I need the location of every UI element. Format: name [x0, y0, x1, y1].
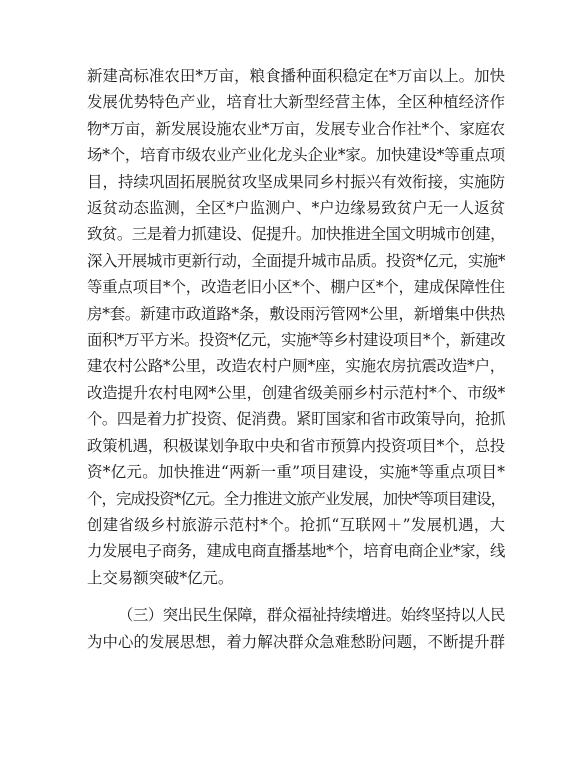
text-line: 深入开展城市更新行动，全面提升城市品质。投资*亿元，实施* [87, 251, 505, 270]
text-line: 个。四是着力扩投资、促消费。紧盯国家和省市政策导向，抢抓 [87, 410, 506, 429]
text-line: 返贫动态监测，全区*户监测户、*户边缘易致贫户无一人返贫 [87, 199, 505, 218]
text-line: 改造提升农村电网*公里，创建省级美丽乡村示范村*个、市级* [87, 383, 506, 402]
paragraph-rural-and-urban-development [87, 63, 505, 591]
text-line: 创建省级乡村旅游示范村*个。抢抓“互联网＋”发展机遇，大 [87, 515, 505, 534]
text-line: 物*万亩，新发展设施农业*万亩，发展专业合作社*个、家庭农 [87, 119, 506, 138]
text-line: 目，持续巩固拓展脱贫攻坚成果同乡村振兴有效衔接，实施防 [87, 172, 505, 191]
text-line: 房*套。新建市政道路*条，敷设雨污管网*公里，新增集中供热 [87, 304, 506, 323]
section-heading-line: （三）突出民生保障，群众福祉持续增进。始终坚持以人民 [118, 606, 505, 625]
text-line: 为中心的发展思想，着力解决群众急难愁盼问题，不断提升群 [87, 632, 505, 651]
text-line: 面积*万平方米。投资*亿元，实施*等乡村建设项目*个，新建改 [87, 331, 506, 350]
text-line: 力发展电子商务，建成电商直播基地*个，培育电商企业*家，线 [87, 542, 505, 561]
text-line: 资*亿元。加快推进“两新一重”项目建设，实施*等重点项目* [87, 463, 505, 482]
text-line: 上交易额突破*亿元。 [87, 568, 234, 587]
paragraph-livelihood-section [87, 602, 505, 655]
text-line: 等重点项目*个，改造老旧小区*个、棚户区*个，建成保障性住 [87, 278, 506, 297]
text-line: 场*个，培育市级农业产业化龙头企业*家。加快建设*等重点项 [87, 146, 506, 165]
text-line: 政策机遇，积极谋划争取中央和省市预算内投资项目*个，总投 [87, 436, 505, 455]
text-line: 个，完成投资*亿元。全力推进文旅产业发展，加快*等项目建设， [87, 489, 506, 508]
text-line: 建农村公路*公里，改造农村户厕*座，实施农房抗震改造*户， [87, 357, 506, 376]
text-line: 发展优势特色产业，培育壮大新型经营主体，全区种植经济作 [87, 93, 505, 112]
document-body [87, 63, 505, 655]
text-line: 致贫。三是着力抓建设、促提升。加快推进全国文明城市创建， [87, 225, 506, 244]
text-line: 新建高标准农田*万亩，粮食播种面积稳定在*万亩以上。加快 [87, 67, 505, 85]
